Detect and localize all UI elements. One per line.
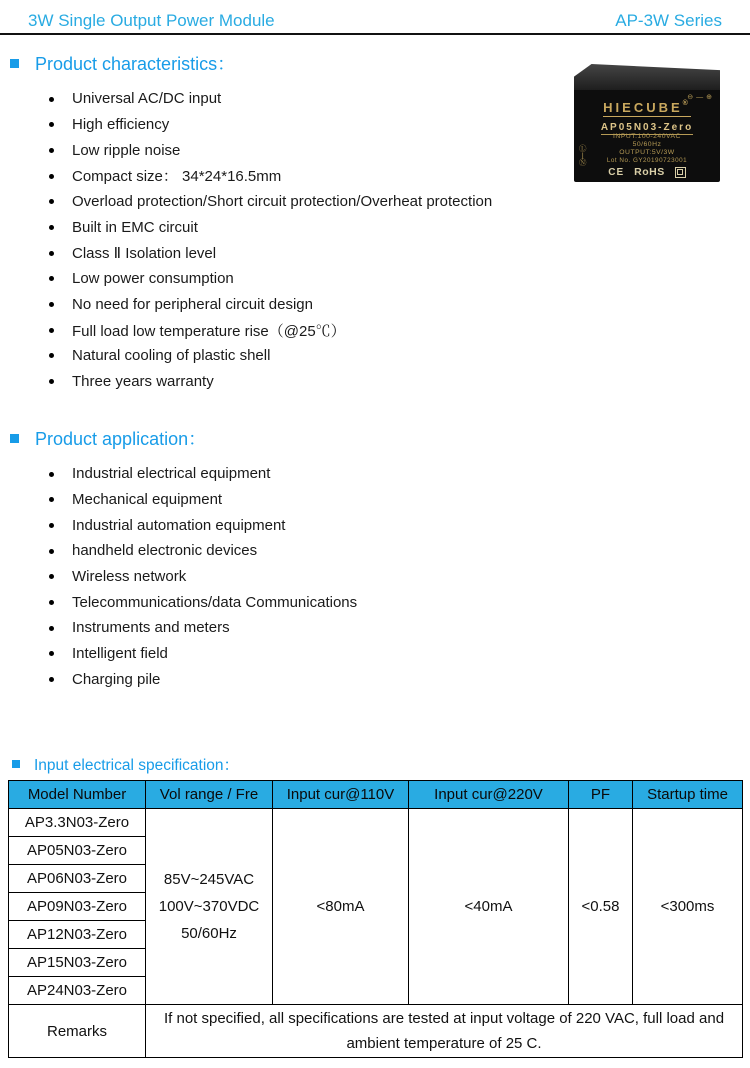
section-bullet-icon	[10, 59, 19, 68]
col-header-vol-range: Vol range / Fre	[146, 781, 273, 809]
vol-range-line: 100V~370VDC	[158, 898, 260, 915]
model-cell: AP24N03-Zero	[9, 977, 146, 1005]
model-label: AP05N03-Zero	[600, 122, 694, 133]
series-title: AP-3W Series	[615, 11, 722, 30]
rohs-label: RoHS	[634, 166, 665, 178]
col-header-cur-220: Input cur@220V	[409, 781, 569, 809]
list-item: Industrial electrical equipment	[48, 461, 357, 487]
ce-mark-icon: CE	[608, 166, 625, 178]
certification-row	[574, 166, 720, 178]
terminal-dash-icon: —	[696, 93, 705, 101]
class2-insulation-icon	[675, 167, 686, 178]
section-bullet-icon	[12, 760, 20, 768]
section-title: Product characteristics：	[35, 54, 236, 74]
product-photo	[574, 64, 720, 182]
list-item: Industrial automation equipment	[48, 512, 357, 538]
list-item: Natural cooling of plastic shell	[48, 343, 492, 369]
table-header-row	[9, 781, 743, 809]
list-item: Three years warranty	[48, 369, 492, 395]
registered-mark: ®	[682, 100, 691, 107]
section-characteristics-heading	[10, 50, 235, 76]
model-cell: AP05N03-Zero	[9, 837, 146, 865]
input-spec-table	[8, 780, 743, 1058]
list-item: Overload protection/Short circuit protection/Overheat protection	[48, 189, 492, 215]
header-rule	[0, 33, 750, 35]
col-header-pf: PF	[569, 781, 633, 809]
list-item: Telecommunications/data Communications	[48, 589, 357, 615]
input-cur-220-cell: <40mA	[409, 809, 569, 1005]
list-item: Wireless network	[48, 564, 357, 590]
module-top-face	[574, 64, 720, 92]
pf-cell: <0.58	[569, 809, 633, 1005]
table-row	[9, 809, 743, 837]
module-front-face	[574, 90, 720, 182]
line-terminal-icon: Ⓛ	[579, 144, 587, 153]
module-output-rating: OUTPUT:5V/3W	[619, 149, 675, 156]
startup-time-cell: <300ms	[633, 809, 743, 1005]
list-item: Intelligent field	[48, 641, 357, 667]
model-cell: AP06N03-Zero	[9, 865, 146, 893]
list-item: Built in EMC circuit	[48, 214, 492, 240]
list-item: handheld electronic devices	[48, 538, 357, 564]
list-item: Low power consumption	[48, 266, 492, 292]
col-header-cur-110: Input cur@110V	[273, 781, 409, 809]
section-bullet-icon	[10, 434, 19, 443]
module-lot-number: Lot No. GY20190723001	[606, 157, 688, 164]
input-cur-110-cell: <80mA	[273, 809, 409, 1005]
brand-label: HIECUBE®	[603, 100, 691, 115]
col-header-startup: Startup time	[633, 781, 743, 809]
characteristics-list	[48, 86, 492, 394]
module-frequency: 50/60Hz	[632, 141, 662, 148]
model-cell: AP3.3N03-Zero	[9, 809, 146, 837]
list-item: High efficiency	[48, 112, 492, 138]
minus-terminal-icon: ⊖	[687, 94, 695, 101]
input-terminal-markings	[579, 145, 587, 166]
plus-terminal-icon: ⊕	[706, 94, 713, 101]
model-cell: AP12N03-Zero	[9, 921, 146, 949]
list-item: Mechanical equipment	[48, 487, 357, 513]
list-item: Full load low temperature rise（@25℃）	[48, 317, 492, 343]
vol-range-cell	[146, 809, 273, 1005]
section-input-spec-heading	[12, 753, 239, 775]
model-cell: AP09N03-Zero	[9, 893, 146, 921]
vol-range-line: 85V~245VAC	[163, 871, 255, 888]
list-item: Compact size： 34*24*16.5mm	[48, 163, 492, 189]
application-list	[48, 461, 357, 692]
remarks-row	[9, 1005, 743, 1058]
section-title: Input electrical specification：	[34, 757, 240, 774]
model-cell: AP15N03-Zero	[9, 949, 146, 977]
module-input-rating: INPUT:100-240VAC	[613, 133, 681, 140]
vol-range-line: 50/60Hz	[181, 925, 237, 942]
terminal-sep: |	[581, 151, 584, 160]
doc-title: 3W Single Output Power Module	[28, 11, 275, 30]
list-item: Class Ⅱ Isolation level	[48, 240, 492, 266]
remarks-label-cell: Remarks	[9, 1005, 146, 1058]
list-item: No need for peripheral circuit design	[48, 292, 492, 318]
list-item: Low ripple noise	[48, 137, 492, 163]
col-header-model: Model Number	[9, 781, 146, 809]
list-item: Instruments and meters	[48, 615, 357, 641]
section-title: Product application：	[35, 429, 207, 449]
section-application-heading	[10, 425, 206, 451]
list-item: Universal AC/DC input	[48, 86, 492, 112]
neutral-terminal-icon: Ⓝ	[579, 158, 587, 167]
remarks-text-cell: If not specified, all specifications are tested at input voltage of 220 VAC, full load and ambient temperature of 25 C.	[146, 1005, 743, 1058]
list-item: Charging pile	[48, 667, 357, 693]
